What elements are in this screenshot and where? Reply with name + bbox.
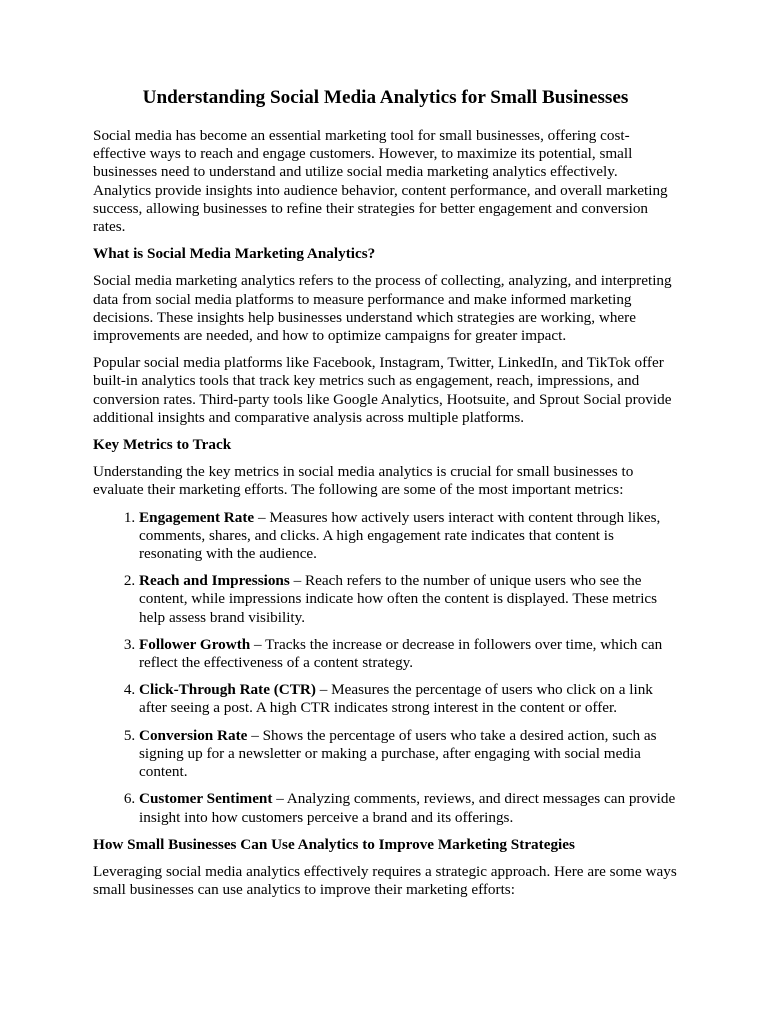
metric-term: Conversion Rate (139, 726, 248, 744)
key-metrics-intro: Understanding the key metrics in social media analytics is crucial for small businesses to evaluate their marketing efforts. The following are some of the most important metrics: (93, 463, 634, 499)
metric-item-ctr (139, 681, 678, 717)
section3-intro: Leveraging social media analytics effectively requires a strategic approach. Here are some ways small businesses can use analytics to improve their marketing efforts: (93, 862, 677, 899)
metric-term: Customer Sentiment (139, 790, 273, 808)
metric-term: Reach and Impressions (139, 572, 290, 590)
metric-term: Click-Through Rate (CTR) (139, 681, 316, 699)
metric-item-engagement-rate (139, 509, 678, 564)
section-heading-key-metrics: Key Metrics to Track (93, 436, 232, 454)
section-heading-improve-strategies: How Small Businesses Can Use Analytics to Improve Marketing Strategies (93, 835, 575, 853)
metric-description: – Shows the percentage of users who take a desired action, such as signing up for a newsletter or making a purchase, after engaging with social media content. (139, 726, 657, 781)
metric-description: – Measures how actively users interact with content through likes, comments, shares, and clicks. A high engagement rate indicates that content is resonating with the audience. (139, 508, 661, 563)
section1-paragraph: Social media marketing analytics refers to the process of collecting, analyzing, and interpreting data from social media platforms to measure performance and make informed marketing decisions. These insights help businesses understand which strategies are working, where improvements are needed, and how to optimize campaigns for greater impact. (93, 272, 672, 345)
metric-description: – Tracks the increase or decrease in followers over time, which can reflect the effectiveness of a content strategy. (139, 635, 663, 672)
metric-description: – Reach refers to the number of unique users who see the content, while impressions indicate how often the content is displayed. These metrics help assess brand visibility. (139, 572, 658, 626)
metric-term: Engagement Rate (139, 508, 255, 526)
metric-term: Follower Growth (139, 635, 251, 653)
intro-paragraph: Social media has become an essential marketing tool for small businesses, offering cost-effective ways to reach and engage customers. However, to maximize its potential, small businesses need to understand and utilize social media marketing analytics effectively. Analytics provide insights into audience behavior, content performance, and overall marketing success, allowing businesses to refine their strategies for better engagement and conversion rates. (93, 127, 668, 236)
section-heading-what-is-analytics: What is Social Media Marketing Analytics? (93, 245, 376, 263)
metric-item-conversion-rate (139, 727, 678, 782)
metric-description: – Measures the percentage of users who click on a link after seeing a post. A high CTR indicates strong interest in the content or offer. (139, 681, 653, 717)
metric-item-reach-impressions (139, 572, 678, 627)
metric-item-follower-growth (139, 636, 678, 672)
metric-description: – Analyzing comments, reviews, and direct messages can provide insight into how customers perceive a brand and its offerings. (139, 790, 676, 826)
metric-item-customer-sentiment (139, 790, 678, 826)
document-title: Understanding Social Media Analytics for Small Businesses (142, 87, 629, 108)
document-page (93, 86, 678, 908)
section1-paragraph: Popular social media platforms like Facebook, Instagram, Twitter, LinkedIn, and TikTok offer built-in analytics tools that track key metrics such as engagement, reach, impressions, and conversion rates. Third-party tools like Google Analytics, Hootsuite, and Sprout Social provide additional insights and comparative analysis across multiple platforms. (93, 354, 672, 426)
key-metrics-list (93, 509, 678, 827)
